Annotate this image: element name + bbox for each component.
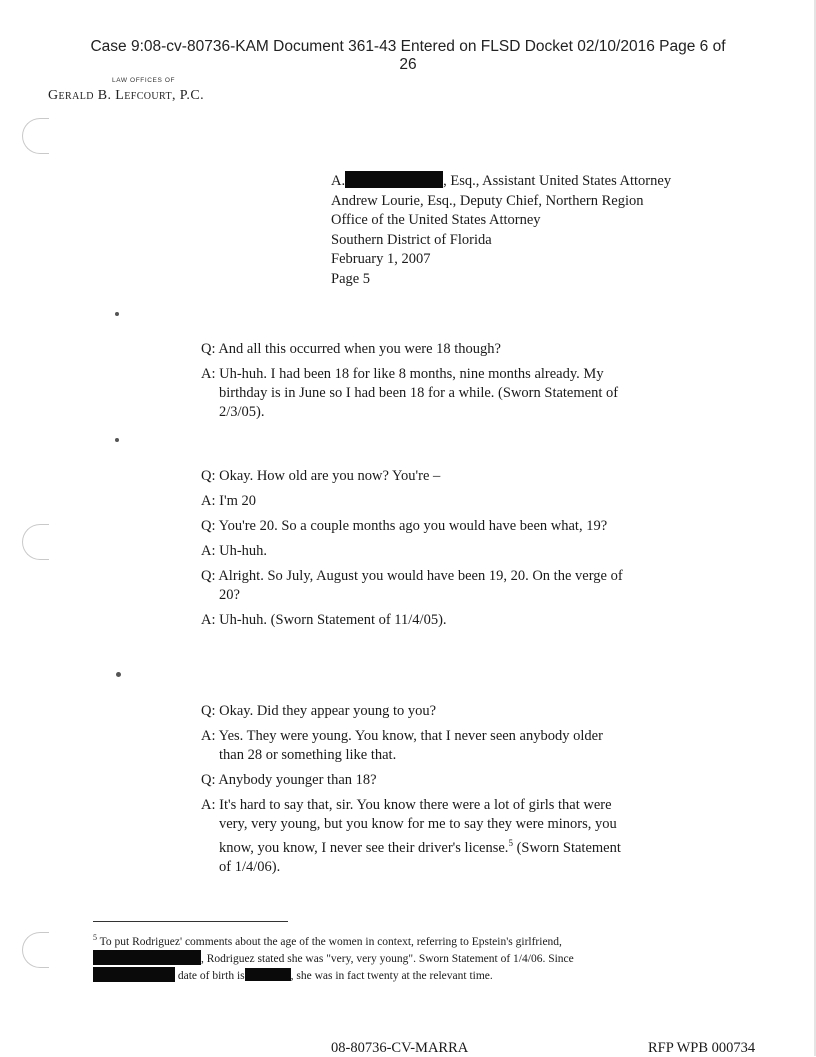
redaction-bar bbox=[345, 171, 443, 188]
binder-hole-icon bbox=[22, 118, 49, 154]
excerpt-3 bbox=[201, 702, 626, 877]
redaction-bar bbox=[93, 950, 201, 965]
letter-page: Page 5 bbox=[331, 270, 371, 287]
excerpt-2 bbox=[201, 467, 626, 630]
address-line-2: Andrew Lourie, Esq., Deputy Chief, Northern Region bbox=[331, 192, 644, 209]
footnote-line-3 bbox=[93, 967, 733, 984]
qa-line: Q: Okay. Did they appear young to you? bbox=[201, 703, 437, 719]
qa-line: A: Yes. They were young. You know, that I never seen anybody older than 28 or something like that. bbox=[201, 728, 603, 763]
address-line-4: Southern District of Florida bbox=[331, 231, 492, 248]
footer-bates-number: RFP WPB 000734 bbox=[648, 1040, 756, 1056]
docket-header-line1: Case 9:08-cv-80736-KAM Document 361-43 Entered on FLSD Docket 02/10/2016 Page 6 of bbox=[90, 38, 726, 55]
footnote-rule bbox=[93, 921, 288, 922]
footnote-ref: 5 bbox=[508, 838, 513, 848]
citation: (Sworn Statement of 1/4/06). bbox=[219, 839, 621, 875]
qa-line bbox=[201, 796, 626, 877]
qa-line: Q: Alright. So July, August you would have been 19, 20. On the verge of 20? bbox=[201, 568, 623, 603]
qa-line: A: Uh-huh. bbox=[201, 543, 268, 559]
redaction-bar bbox=[93, 967, 175, 982]
footnote-line-1 bbox=[93, 930, 733, 950]
qa-line: Q: Anybody younger than 18? bbox=[201, 772, 377, 788]
footnote-text-2: , Rodriguez stated she was "very, very young". Sworn Statement of 1/4/06. Since bbox=[201, 952, 574, 965]
bullet-dot-icon bbox=[115, 312, 119, 316]
qa-line: Q: Okay. How old are you now? You're – bbox=[201, 468, 441, 484]
qa-line: A: Uh-huh. (Sworn Statement of 11/4/05). bbox=[201, 612, 447, 628]
excerpt-1 bbox=[201, 340, 626, 422]
address-block bbox=[331, 171, 671, 289]
footnote-text-3: date of birth is bbox=[177, 969, 245, 982]
redaction-bar bbox=[245, 968, 291, 981]
qa-line: A: I'm 20 bbox=[201, 493, 256, 509]
footer-case-number: 08-80736-CV-MARRA bbox=[331, 1040, 469, 1056]
law-offices-label: LAW OFFICES OF bbox=[112, 77, 176, 84]
binder-hole-icon bbox=[22, 932, 49, 968]
qa-line: A: Uh-huh. I had been 18 for like 8 months, nine months already. My birthday is in June so I had been 18 for a while. (Sworn Statement of 2/3/05). bbox=[201, 366, 619, 420]
binder-hole-icon bbox=[22, 524, 49, 560]
address-suffix: , Esq., Assistant United States Attorney bbox=[443, 173, 672, 189]
address-prefix: A. bbox=[331, 173, 346, 189]
address-line-1 bbox=[331, 171, 671, 192]
qa-line: Q: You're 20. So a couple months ago you would have been what, 19? bbox=[201, 518, 608, 534]
docket-header-line2: 26 bbox=[399, 56, 417, 73]
qa-line: Q: And all this occurred when you were 18 though? bbox=[201, 341, 501, 357]
qa-answer-text: A: It's hard to say that, sir. You know there were a lot of girls that were very, very young, but you know for me to say they were minors, you know, you know, I never see their driver's license. bbox=[201, 797, 617, 856]
address-line-3: Office of the United States Attorney bbox=[331, 212, 541, 228]
bullet-dot-icon bbox=[116, 672, 121, 677]
footnote-number: 5 bbox=[93, 933, 97, 942]
docket-header bbox=[0, 38, 816, 74]
firm-name: Gerald B. Lefcourt, P.C. bbox=[48, 88, 204, 103]
footnote bbox=[93, 930, 733, 984]
bullet-dot-icon bbox=[115, 438, 119, 442]
letter-date: February 1, 2007 bbox=[331, 251, 431, 267]
footnote-text-1: To put Rodriguez' comments about the age of the women in context, referring to Epstein's girlfriend, bbox=[99, 935, 562, 948]
footnote-text-4: , she was in fact twenty at the relevant time. bbox=[290, 969, 493, 982]
footnote-line-2 bbox=[93, 950, 733, 967]
